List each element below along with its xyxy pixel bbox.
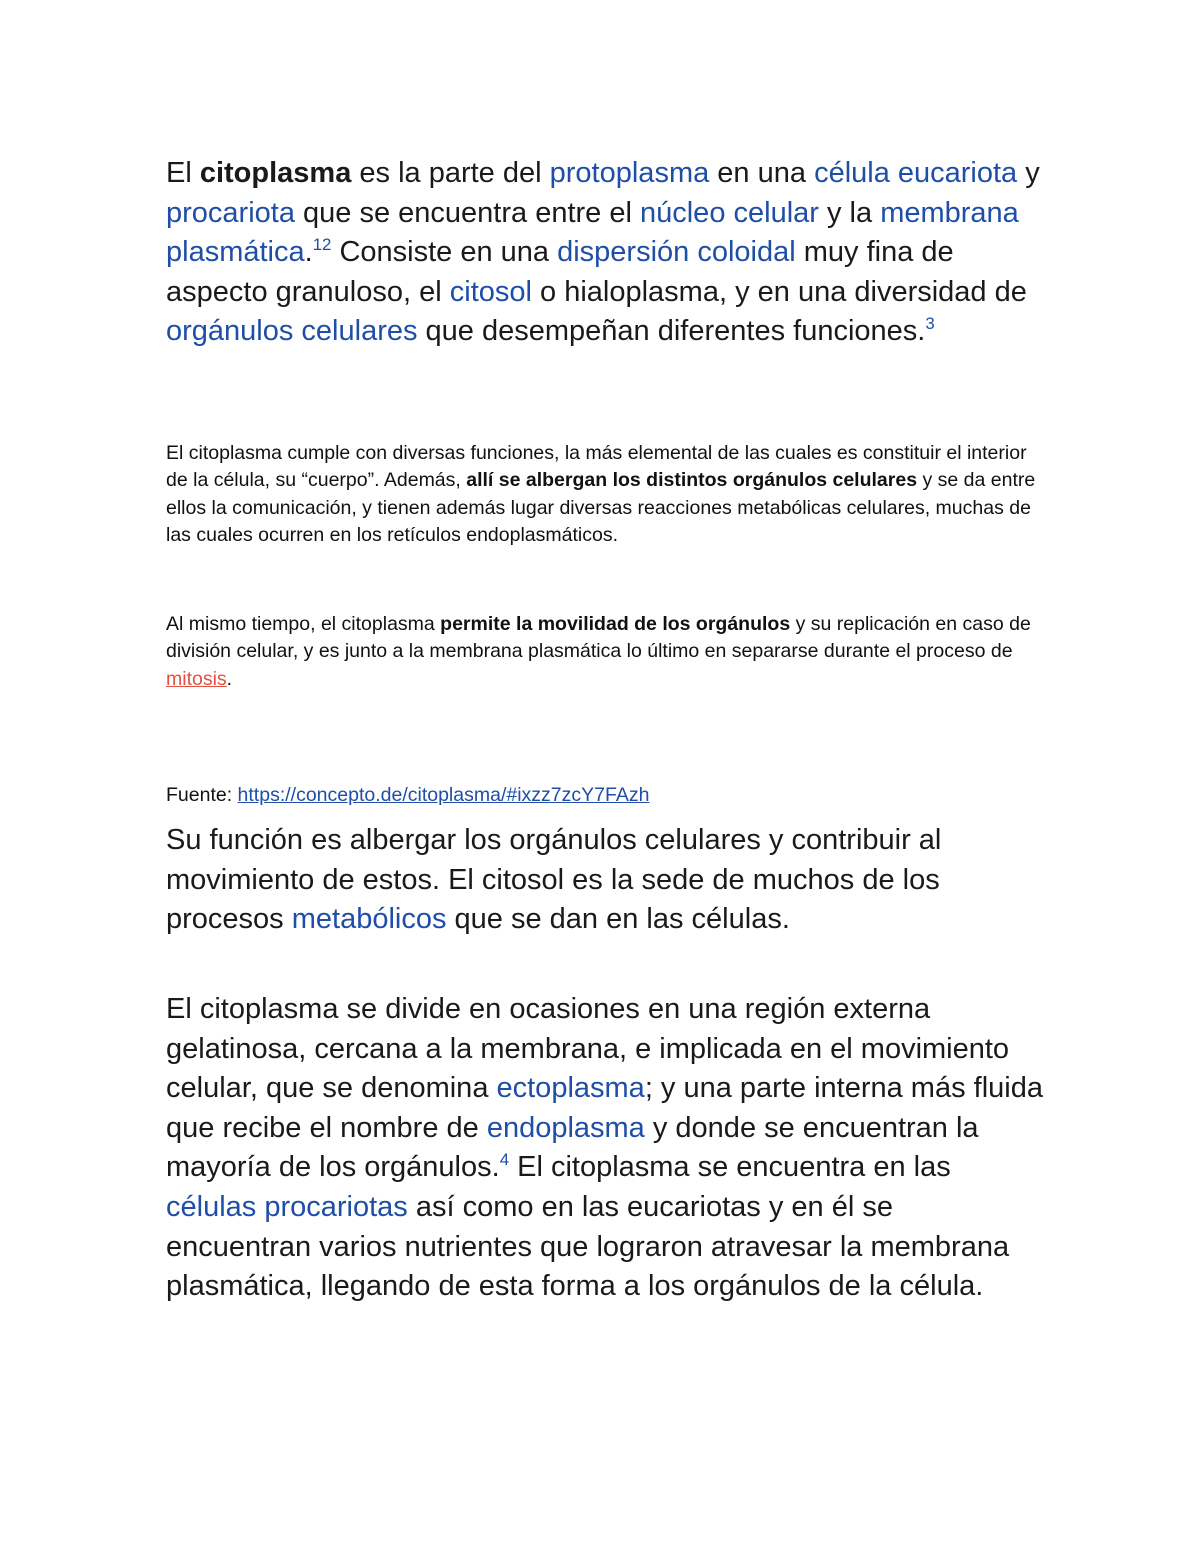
link-protoplasma[interactable]: protoplasma	[549, 157, 710, 189]
link-endoplasma[interactable]: endoplasma	[486, 1111, 645, 1144]
text: y su replicación en caso de división celular, y es junto a la membrana plasmática lo último en separarse durante el proceso de	[166, 613, 1031, 663]
text: muy fina de aspecto granuloso, el	[166, 236, 954, 308]
link-membrana-plasmatica[interactable]: membrana plasmática	[166, 196, 1019, 269]
text: Consiste en una	[331, 236, 558, 269]
text: o hialoplasma, y en una diversidad de	[531, 275, 1027, 308]
footnote-reference[interactable]: 4	[499, 1150, 510, 1170]
link-procariota[interactable]: procariota	[166, 196, 295, 229]
link-mitosis[interactable]: mitosis	[166, 667, 227, 690]
paragraph-functions	[166, 440, 1046, 549]
text: Al mismo tiempo, el citoplasma	[166, 613, 441, 635]
text: y la	[818, 196, 881, 229]
link-celulas-procariotas[interactable]: células procariotas	[166, 1190, 408, 1223]
paragraph-ecto-endoplasm	[166, 990, 1046, 1307]
footnote-reference[interactable]: 12	[312, 235, 332, 255]
text: El citoplasma cumple con diversas funciones, la más elemental de las cuales es constituir el interior de la célula, su “cuerpo”. Además,	[166, 442, 1027, 492]
text: El citoplasma se encuentra en las	[509, 1151, 951, 1184]
link-dispersion-coloidal[interactable]: dispersión coloidal	[557, 236, 796, 269]
text: que se encuentra entre el	[294, 196, 640, 229]
bold-text: allí se albergan los distintos orgánulos celulares	[466, 469, 918, 492]
bold-text: permite la movilidad de los orgánulos	[440, 613, 791, 635]
link-organulos-celulares[interactable]: orgánulos celulares	[166, 315, 418, 348]
source-link[interactable]: https://concepto.de/citoplasma/#ixzz7zcY7FAzh	[237, 784, 650, 806]
link-ectoplasma[interactable]: ectoplasma	[496, 1072, 645, 1105]
footnote-reference[interactable]: 3	[925, 314, 935, 334]
paragraph-mobility	[166, 611, 1046, 693]
text: El	[166, 157, 200, 189]
text: Su función es albergar los orgánulos celulares y contribuir al movimiento de estos. El citosol es la sede de muchos de los procesos	[166, 824, 942, 936]
text: El citoplasma se divide en ocasiones en una región externa gelatinosa, cercana a la membrana, e implicada en el movimiento celular, que se denomina	[166, 993, 1010, 1105]
text: y se da entre ellos la comunicación, y tienen además lugar diversas reacciones metabólicas celulares, muchas de las cuales ocurren en los retículos endoplasmáticos.	[166, 469, 1036, 546]
link-metabolicos[interactable]: metabólicos	[291, 903, 447, 936]
link-citosol[interactable]: citosol	[449, 275, 532, 308]
text: así como en las eucariotas y en él se encuentran varios nutrientes que lograron atravesar la membrana plasmática, llegando de esta forma a los orgánulos de la célula.	[166, 1190, 1010, 1303]
text: ; y una parte interna más fluida que recibe el nombre de	[166, 1072, 1043, 1144]
bold-term-citoplasma: citoplasma	[199, 157, 352, 189]
text: .	[304, 236, 313, 269]
text: que desempeñan diferentes funciones.	[417, 315, 926, 348]
link-celula-eucariota[interactable]: célula eucariota	[814, 157, 1018, 189]
text: .	[226, 667, 233, 690]
source-line	[166, 782, 1046, 809]
source-label: Fuente:	[166, 784, 238, 806]
text: y	[1017, 157, 1040, 189]
paragraph-cytoplasm-definition	[166, 154, 1046, 352]
link-nucleo-celular[interactable]: núcleo celular	[639, 196, 819, 229]
text: es la parte del	[351, 157, 550, 189]
text: en una	[709, 157, 815, 189]
paragraph-function-summary	[166, 821, 1046, 940]
text: y donde se encuentran la mayoría de los orgánulos.	[166, 1111, 979, 1184]
text: que se dan en las células.	[446, 903, 790, 936]
